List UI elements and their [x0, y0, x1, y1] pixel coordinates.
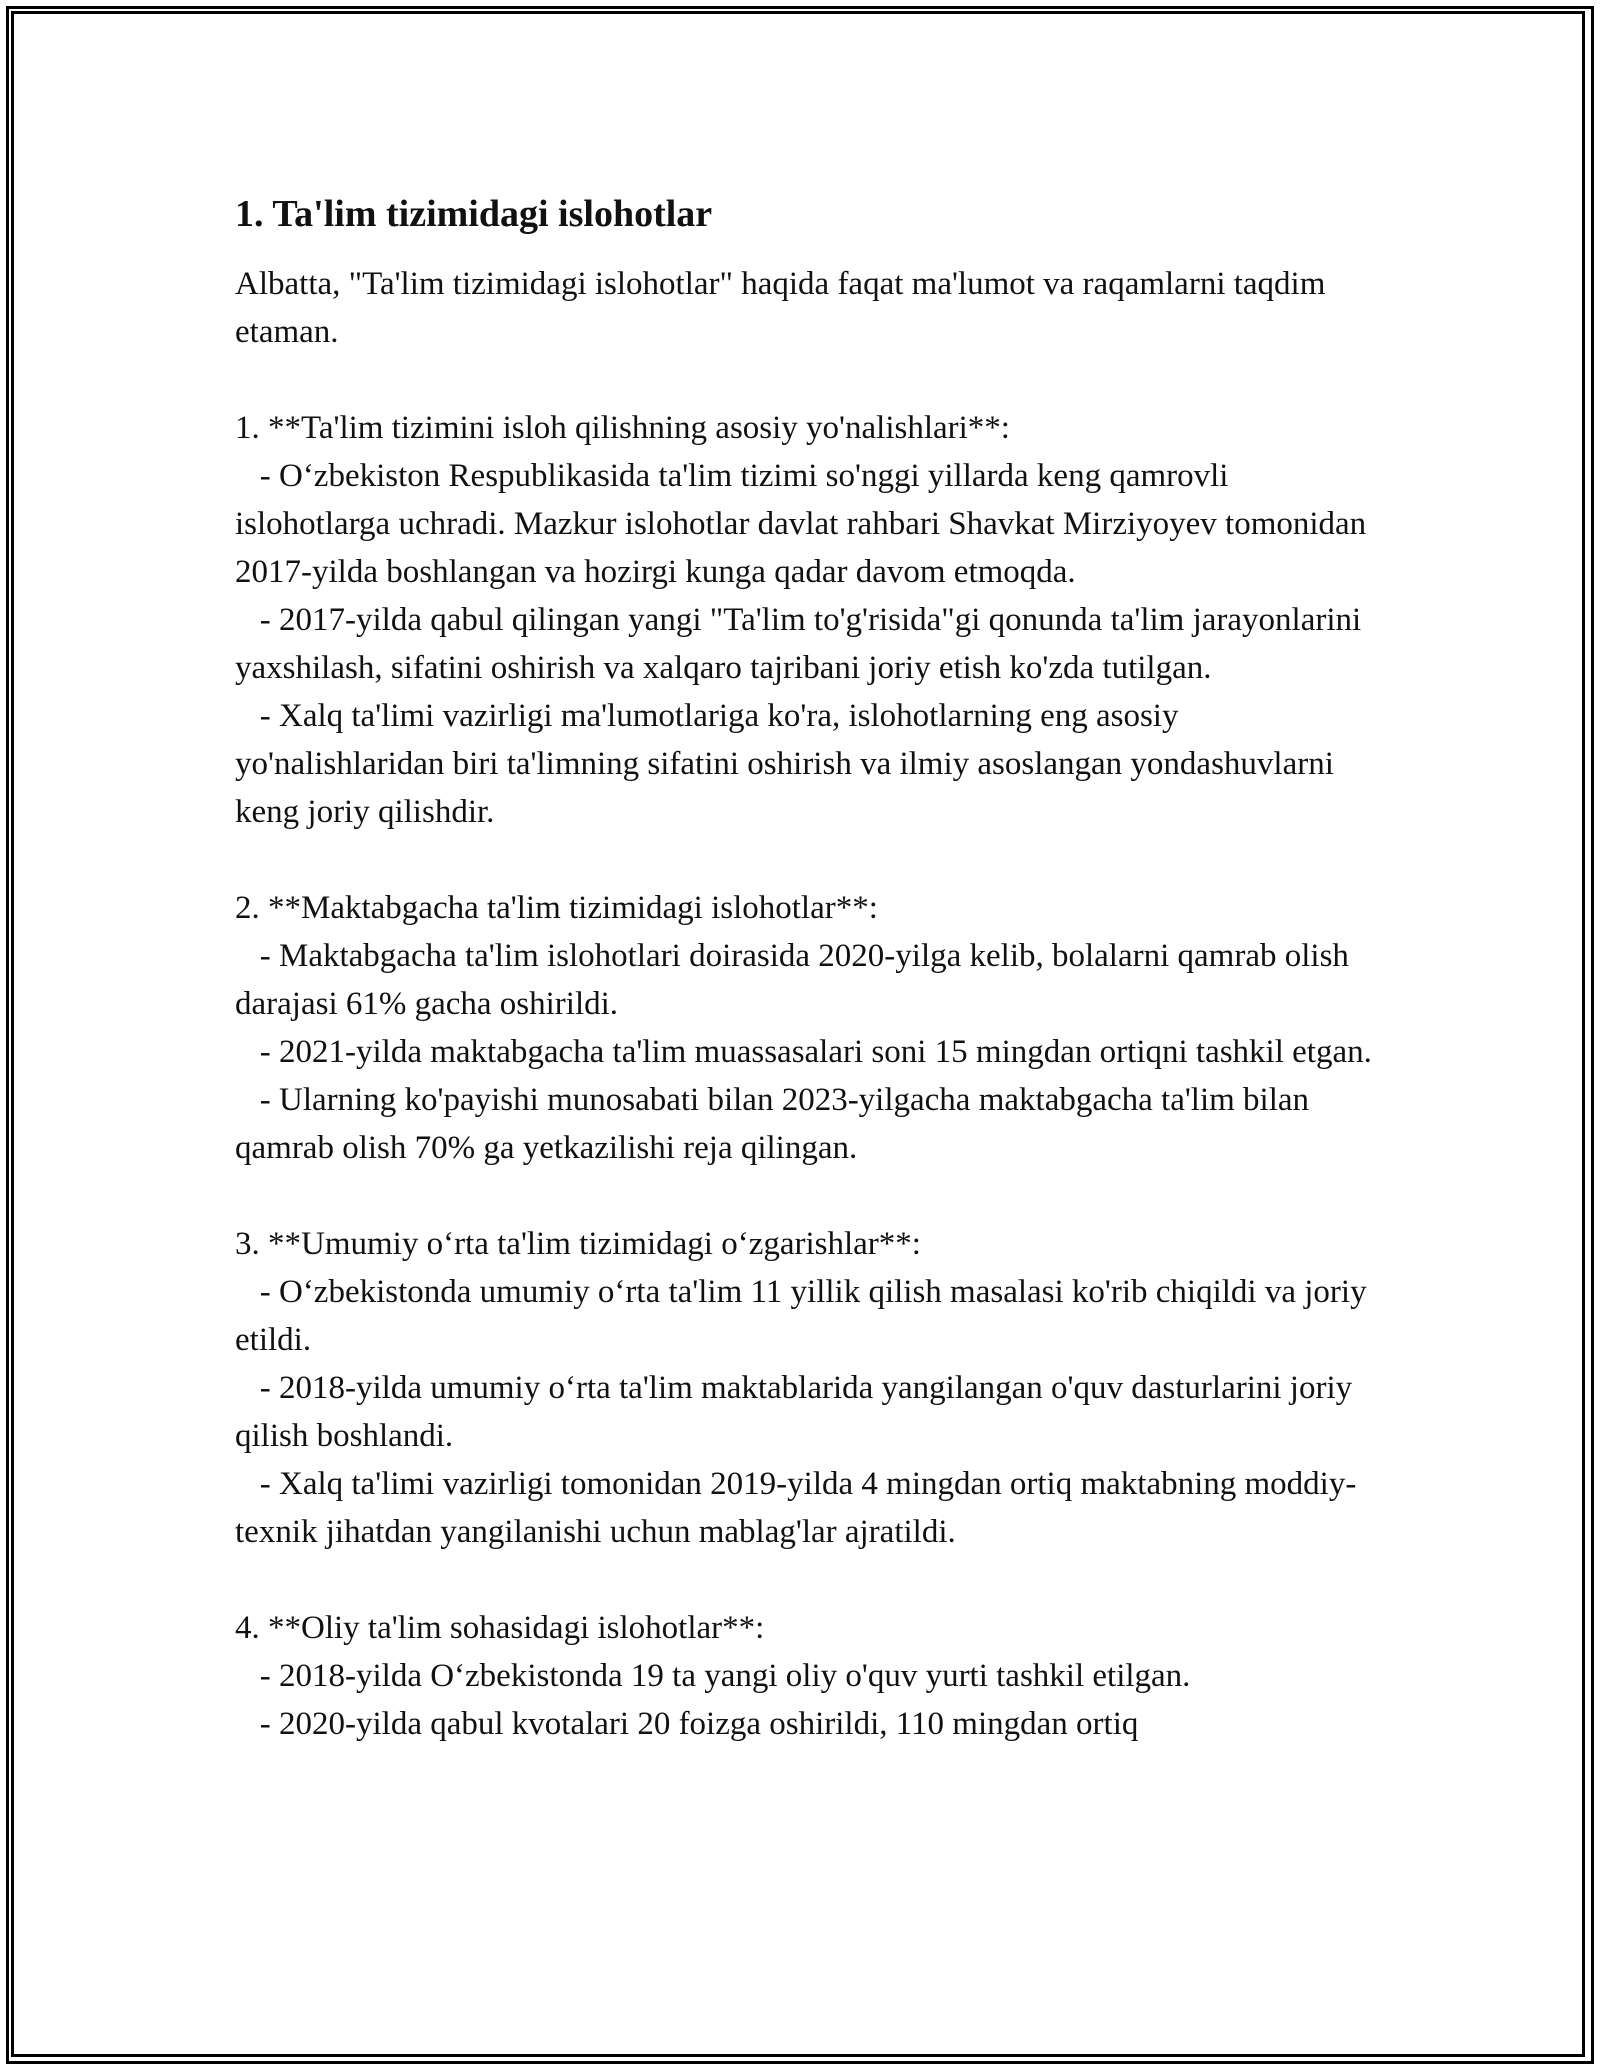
- bullet-item: - 2018-yilda umumiy o‘rta ta'lim maktablarida yangilangan o'quv dasturlarini joriy qilish boshlandi.: [235, 1370, 1361, 1454]
- bullet-item: - Xalq ta'limi vazirligi tomonidan 2019-yilda 4 mingdan ortiq maktabning moddiy-texnik jihatdan yangilanishi uchun mablag'lar ajratildi.: [235, 1466, 1357, 1550]
- section-heading: 4. **Oliy ta'lim sohasidagi islohotlar**:: [235, 1610, 765, 1646]
- bullet-item: - 2018-yilda O‘zbekistonda 19 ta yangi oliy o'quv yurti tashkil etilgan.: [235, 1658, 1191, 1694]
- document-title: 1. Ta'lim tizimidagi islohotlar: [235, 193, 713, 235]
- bullet-item: - 2021-yilda maktabgacha ta'lim muassasalari soni 15 mingdan ortiqni tashkil etgan.: [235, 1034, 1372, 1070]
- bullet-item: - 2020-yilda qabul kvotalari 20 foizga oshirildi, 110 mingdan ortiq: [235, 1706, 1139, 1742]
- bullet-item: - O‘zbekistonda umumiy o‘rta ta'lim 11 yillik qilish masalasi ko'rib chiqildi va joriy etildi.: [235, 1274, 1375, 1358]
- section-heading: 1. **Ta'lim tizimini isloh qilishning asosiy yo'nalishlari**:: [235, 410, 1010, 446]
- bullet-item: - O‘zbekiston Respublikasida ta'lim tizimi so'nggi yillarda keng qamrovli islohotlarga uchradi. Mazkur islohotlar davlat rahbari Shavkat Mirziyoyev tomonidan 2017-yilda boshlangan va hozirgi kunga qadar davom etmoqda.: [235, 458, 1375, 590]
- bullet-item: - Maktabgacha ta'lim islohotlari doirasida 2020-yilga kelib, bolalarni qamrab olish darajasi 61% gacha oshirildi.: [235, 938, 1358, 1022]
- bullet-item: - Ularning ko'payishi munosabati bilan 2023-yilgacha maktabgacha ta'lim bilan qamrab olish 70% ga yetkazilishi reja qilingan.: [235, 1082, 1318, 1166]
- intro-paragraph: Albatta, "Ta'lim tizimidagi islohotlar" haqida faqat ma'lumot va raqamlarni taqdim etaman.: [235, 266, 1326, 350]
- section-1: [235, 404, 1375, 836]
- section-4: [235, 1604, 1375, 1748]
- section-2: [235, 884, 1375, 1172]
- section-3: [235, 1220, 1375, 1556]
- bullet-item: - 2017-yilda qabul qilingan yangi "Ta'lim to'g'risida"gi qonunda ta'lim jarayonlarini yaxshilash, sifatini oshirish va xalqaro tajribani joriy etish ko'zda tutilgan.: [235, 602, 1370, 686]
- bullet-item: - Xalq ta'limi vazirligi ma'lumotlariga ko'ra, islohotlarning eng asosiy yo'nalishlaridan biri ta'limning sifatini oshirish va ilmiy asoslangan yondashuvlarni keng joriy qilishdir.: [235, 698, 1343, 830]
- section-heading: 2. **Maktabgacha ta'lim tizimidagi islohotlar**:: [235, 890, 878, 926]
- section-heading: 3. **Umumiy o‘rta ta'lim tizimidagi o‘zgarishlar**:: [235, 1226, 921, 1262]
- document-body: [235, 188, 1375, 1796]
